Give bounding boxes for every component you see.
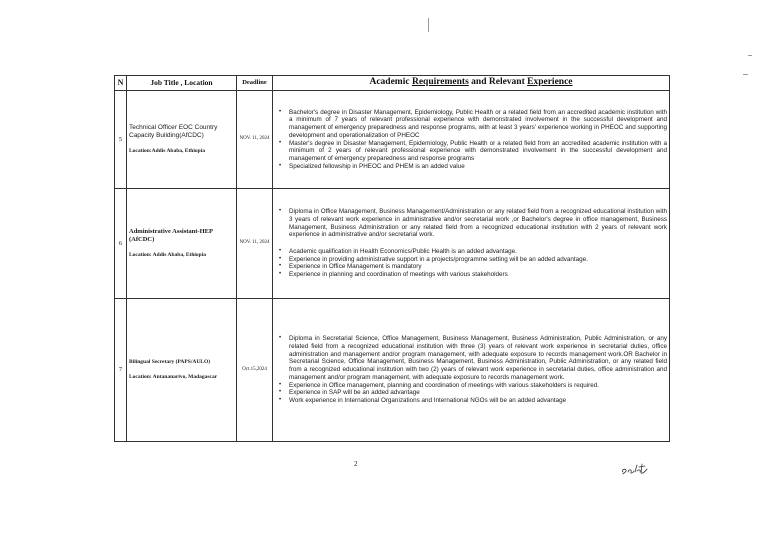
requirement-item: • Experience in planning and coordination of meetings with various stakeholders [289,271,667,279]
table-header-row [115,76,670,91]
job-title-cell [127,189,237,299]
requirements-cell [273,189,670,299]
requirement-item: • Diploma in Secretarial Science, Office Management, Business Management, Business Administration, Public Administration, or any related field from a recognized educational institution with three (3) years of relevant work experience in secretarial duties, office administration and management and/or program management, with adequate exposure to records management work.OR Bachelor in Secretarial Science, Office Management, Business Management, Business Administration, Public Administration, or any related field from a recognized educational institution with two (2) years of relevant work experience in secretarial duties, office administration and management and/or program management, with adequate exposure to records management work. [289,335,667,381]
requirement-item: • Specialized fellowship in PHEOC and PHEM is an added value [289,163,667,171]
deadline: NOV. 11, 2024 [237,91,273,189]
requirement-item: • Master's degree in Disaster Management, Epidemiology, Public Health or a related field from an accredited academic institution with a minimum of 2 years of relevant professional experience with demonstrated involvement in the successful development and management of emergency preparedness and response programs [289,140,667,163]
job-title: Bilingual Secretary (PAPS/AULO) [129,359,211,366]
deadline: Oct.15,2024 [237,299,273,442]
scan-mark [743,74,748,75]
requirement-item: • Academic qualification in Health Economics/Public Health is an added advantage. [289,248,667,256]
requirement-item: • Experience in SAP will be an added advantage [289,389,667,397]
scan-mark [428,18,429,32]
handwritten-initials [620,461,650,477]
spacer [275,239,667,248]
requirement-item: • Work experience in International Organizations and International NGOs will be an added advantage [289,397,667,405]
deadline: NOV. 11, 2024 [237,189,273,299]
header-deadline: Deadline [237,76,273,91]
requirement-item: • Diploma in Office Management, Business Management/Administration or any related field from a recognized educational institution with 3 years of relevant work experience in administrative and/or secretarial work ,or Bachelor's degree in office management, Business Management, Business Administration or any related field from a recognized educational institution with 2 years of relevant work experience in administrative and/or secretarial work. [289,208,667,239]
job-title: Administrative Assistant-HEP (AfCDC) [129,228,213,244]
requirement-item: • Experience in providing administrative support in a projects/programme setting will be an added advantage. [289,256,667,264]
job-title-cell [127,91,237,189]
requirement-item: • Experience in Office management, planning and coordination of meetings with various stakeholders is required. [289,382,667,390]
header-number: N [115,76,127,91]
table-row [115,299,670,442]
job-location: Location:Addis Ababa, Ethiopia [129,148,205,155]
job-table [114,75,670,442]
job-title: Technical Officer EOC Country Capacity Building(AfCDC) [129,124,218,140]
requirements-cell [273,91,670,189]
requirements-list [275,109,667,170]
header-academic-requirements: Academic Requirements and Relevant Experience [273,76,670,91]
requirement-item: • Bachelor's degree in Disaster Management, Epidemiology, Public Health or a related field from an accredited academic institution with a minimum of 7 years of relevant professional experience with demonstrated involvement in the successful development and management of emergency preparedness and response programs, with at least 3 years' experience working in PHEOC and supporting development and operationalization of PHEOC [289,109,667,140]
job-location: Location: Addis Ababa, Ethiopia [129,252,207,259]
header-job-title: Job Title , Location [127,76,237,91]
requirement-item: • Experience in Office Management is mandatory [289,263,667,271]
job-location: Location: Antananarivo, Madagascar [129,374,218,380]
page-number: 2 [354,460,358,468]
row-number: 5 [115,91,127,189]
scan-mark [748,55,752,56]
requirements-list [275,248,667,279]
table-row [115,91,670,189]
table-row [115,189,670,299]
requirements-list [275,208,667,239]
row-number: 7 [115,299,127,442]
row-number: 6 [115,189,127,299]
requirements-cell [273,299,670,442]
job-title-cell [127,299,237,442]
requirements-list [275,335,667,404]
